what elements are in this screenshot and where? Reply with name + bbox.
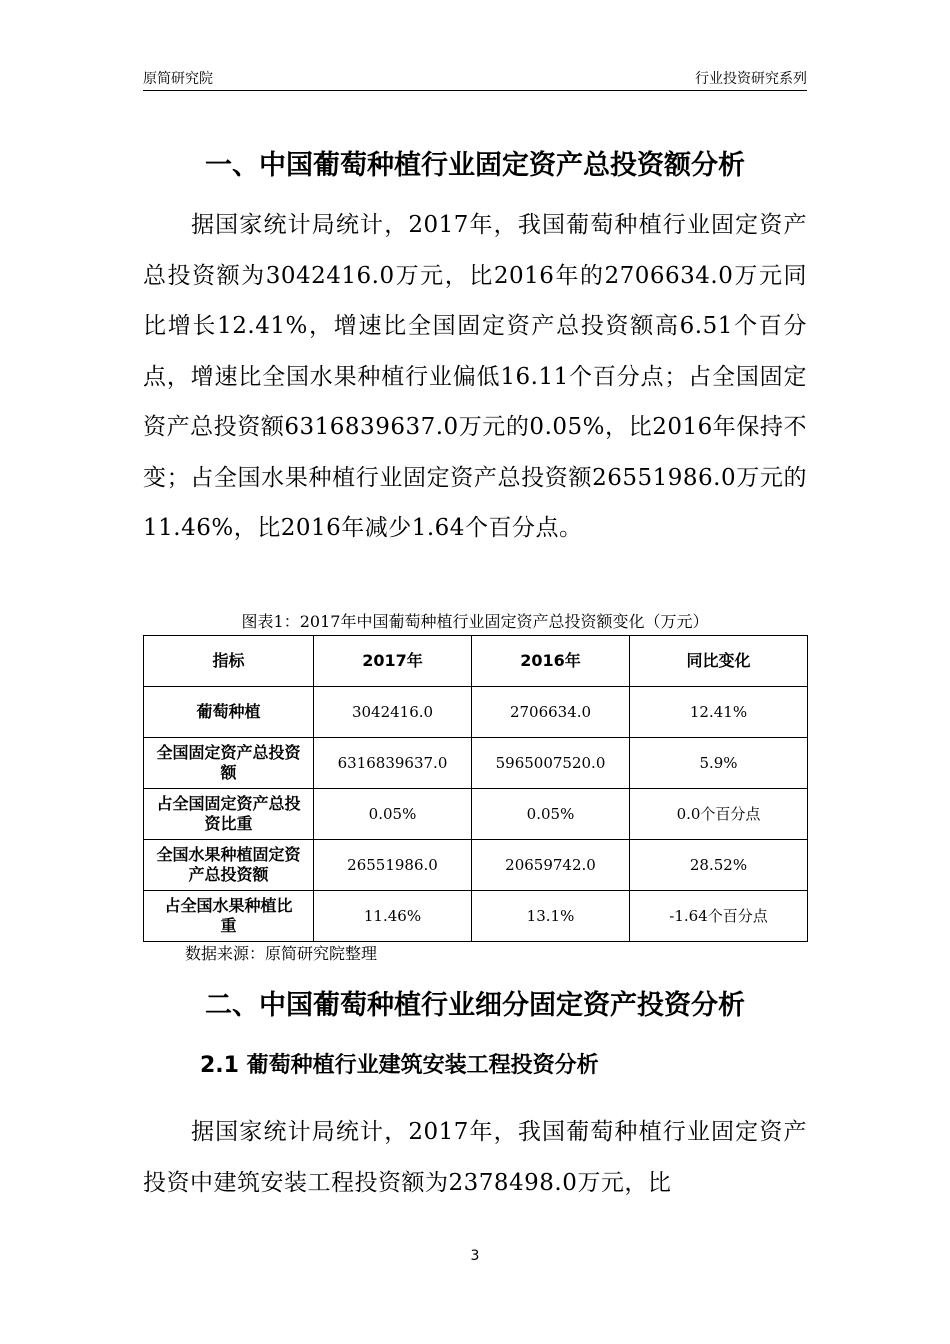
header-series-name: 行业投资研究系列 [695,71,807,87]
table-cell: 6316839637.0 [314,738,472,789]
table-row-label: 葡萄种植 [144,687,314,738]
table-cell: 5965007520.0 [472,738,630,789]
table-cell: 11.46% [314,891,472,942]
section1-paragraph: 据国家统计局统计，2017年，我国葡萄种植行业固定资产总投资额为3042416.0万元，比2016年的2706634.0万元同比增长12.41%，增速比全国固定资产总投资额高6.51个百分点，增速比全国水果种植行业偏低16.11个百分点；占全国固定资产总投资额6316839637.0万元的0.05%，比2016年保持不变；占全国水果种植行业固定资产总投资额26551986.0万元的11.46%，比2016年减少1.64个百分点。 [143,212,807,541]
table-cell: 2706634.0 [472,687,630,738]
table-cell: 12.41% [630,687,808,738]
table-row [144,687,808,738]
table-cell: 5.9% [630,738,808,789]
table-cell: 28.52% [630,840,808,891]
section2-paragraph: 据国家统计局统计，2017年，我国葡萄种植行业固定资产投资中建筑安装工程投资额为2378498.0万元，比 [143,1119,807,1196]
table-row-label: 全国固定资产总投资额 [144,738,314,789]
investment-table [143,635,808,942]
table-cell: 3042416.0 [314,687,472,738]
table-cell: 26551986.0 [314,840,472,891]
table-row [144,891,808,942]
table-header-cell: 2016年 [472,636,630,687]
table-row-label: 占全国水果种植比重 [144,891,314,942]
table-header-cell: 指标 [144,636,314,687]
table-row-label: 全国水果种植固定资产总投资额 [144,840,314,891]
table-source-note: 数据来源：原简研究院整理 [185,944,378,963]
page-header [143,66,807,91]
table-row [144,789,808,840]
table-caption: 图表1：2017年中国葡萄种植行业固定资产总投资额变化（万元） [241,612,709,631]
table-cell: 0.0个百分点 [630,789,808,840]
table-header-cell: 同比变化 [630,636,808,687]
table-cell: 0.05% [314,789,472,840]
table-cell: -1.64个百分点 [630,891,808,942]
table-row-label: 占全国固定资产总投资比重 [144,789,314,840]
table-cell: 13.1% [472,891,630,942]
table-row [144,840,808,891]
section2-title: 二、中国葡萄种植行业细分固定资产投资分析 [205,990,745,1021]
table-cell: 0.05% [472,789,630,840]
subsection-title: 2.1 葡萄种植行业建筑安装工程投资分析 [200,1053,599,1078]
table-header-row [144,636,808,687]
table-row [144,738,808,789]
header-org-name: 原简研究院 [143,71,213,87]
table-header-cell: 2017年 [314,636,472,687]
section1-title: 一、中国葡萄种植行业固定资产总投资额分析 [205,150,745,181]
table-cell: 20659742.0 [472,840,630,891]
page-number: 3 [470,1248,480,1264]
